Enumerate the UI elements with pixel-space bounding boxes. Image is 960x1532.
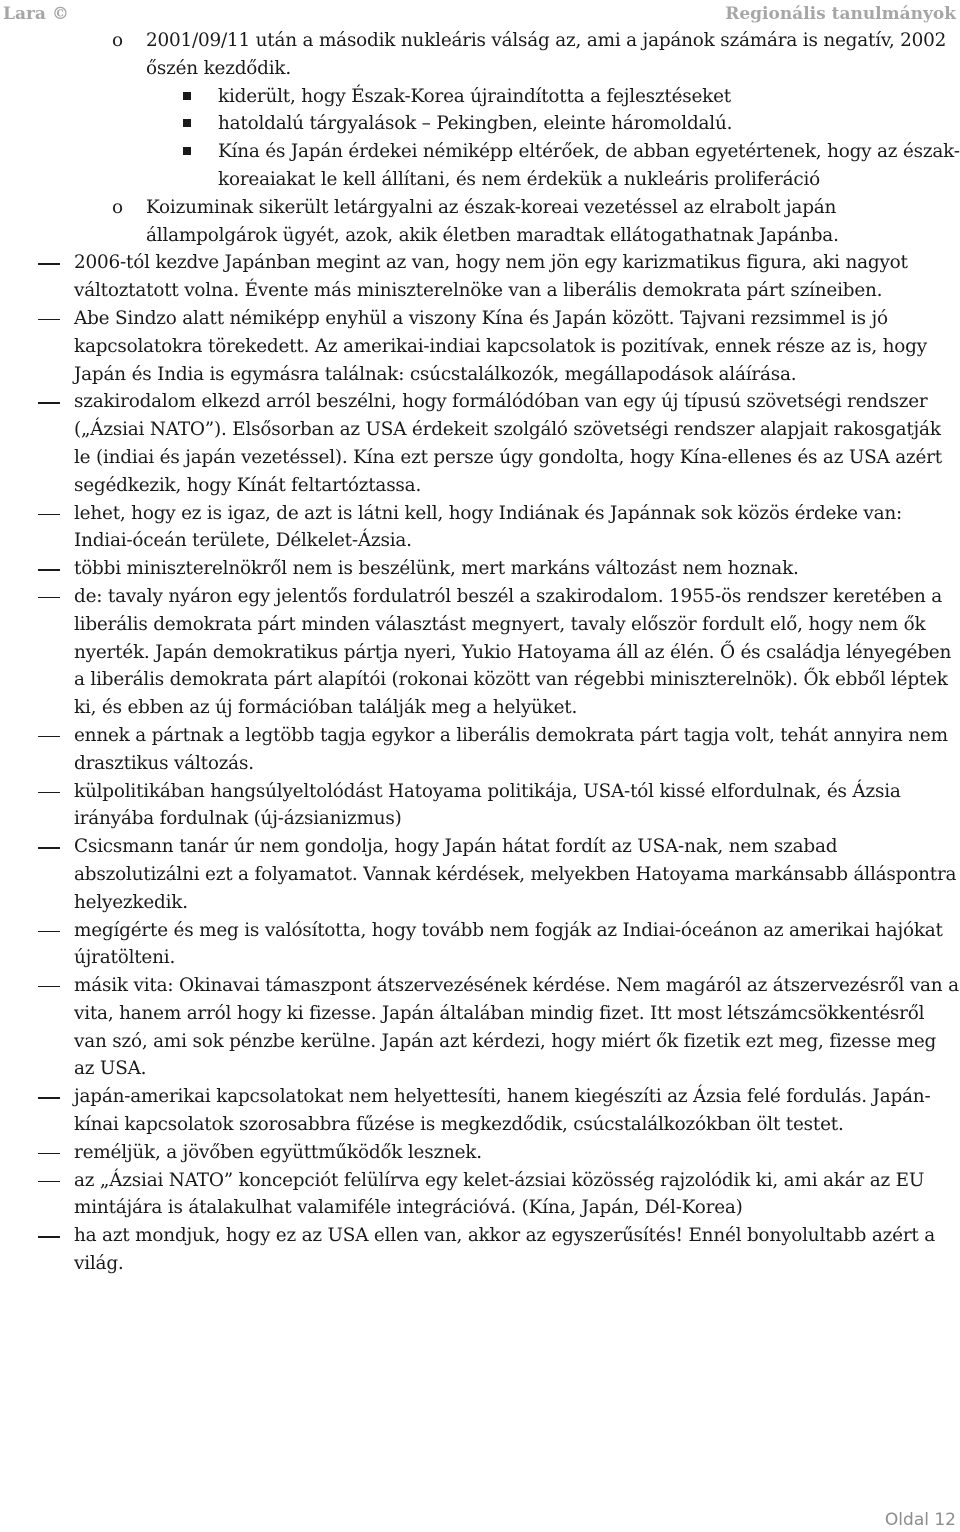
dash-bullet-icon bbox=[38, 1167, 60, 1182]
list-item bbox=[0, 555, 960, 583]
list-item-text: kiderült, hogy Észak-Korea újraindította a fejlesztéseket bbox=[218, 85, 732, 107]
list-item bbox=[0, 1083, 960, 1139]
dash-bullet-icon bbox=[38, 555, 60, 570]
list-item bbox=[0, 1139, 960, 1167]
list-item-text: Koizuminak sikerült letárgyalni az észak-koreai vezetéssel az elrabolt japán állampolgárok ügyét, azok, akik életben maradtak ellátogathatnak Japánba. bbox=[146, 196, 839, 246]
list-item bbox=[0, 249, 960, 305]
dash-bullet-icon bbox=[38, 583, 60, 598]
list-item bbox=[0, 27, 960, 83]
dash-bullet-icon bbox=[38, 833, 60, 848]
dash-bullet-icon bbox=[38, 722, 60, 737]
list-item bbox=[0, 722, 960, 778]
list-item-text: többi miniszterelnökről nem is beszélünk, mert markáns változást nem hoznak. bbox=[74, 558, 799, 580]
list-item bbox=[0, 388, 960, 499]
list-item bbox=[0, 583, 960, 722]
dash-bullet-icon bbox=[38, 249, 60, 264]
square-bullet-icon bbox=[183, 83, 191, 100]
document-body bbox=[0, 27, 960, 1278]
list-item-text: japán-amerikai kapcsolatokat nem helyettesíti, hanem kiegészíti az Ázsia felé fordulás. Japán-kínai kapcsolatok szorosabbra fűzése is megkezdődik, csúcstalálkozókban ölt testet. bbox=[74, 1086, 931, 1136]
circle-bullet-icon: o bbox=[112, 30, 123, 51]
dash-bullet-icon bbox=[38, 1222, 60, 1237]
list-item-text: Abe Sindzo alatt némiképp enyhül a viszony Kína és Japán között. Tajvani rezsimmel is jó kapcsolatokra törekedett. Az amerikai-indiai kapcsolatok is pozitívak, ennek része az is, hogy Japán és India is egymásra találnak: csúcstalálkozók, megállapodások aláírása. bbox=[74, 307, 927, 385]
dash-bullet-icon bbox=[38, 972, 60, 987]
list-item bbox=[0, 138, 960, 194]
dash-bullet-icon bbox=[38, 305, 60, 320]
list-item bbox=[0, 917, 960, 973]
list-item-text: ennek a pártnak a legtöbb tagja egykor a liberális demokrata párt tagja volt, tehát annyira nem drasztikus változás. bbox=[74, 724, 948, 774]
list-item-text: szakirodalom elkezd arról beszélni, hogy formálódóban van egy új típusú szövetségi rendszer („Ázsiai NATO”). Elsősorban az USA érdekeit szolgáló szövetségi rendszer alapjait rakosgatják le (indiai és japán vezetéssel). Kína ezt persze úgy gondolta, hogy Kína-ellenes és az USA azért segédkezik, hogy Kínát feltartóztassa. bbox=[74, 391, 942, 496]
square-bullet-icon bbox=[183, 138, 191, 155]
dash-bullet-icon bbox=[38, 388, 60, 403]
list-item-text: Csicsmann tanár úr nem gondolja, hogy Japán hátat fordít az USA-nak, nem szabad abszolutizálni ezt a folyamatot. Vannak kérdések, melyekben Hatoyama markánsabb álláspontra helyezkedik. bbox=[74, 836, 957, 913]
list-item bbox=[0, 305, 960, 388]
dash-bullet-icon bbox=[38, 778, 60, 793]
list-item bbox=[0, 83, 960, 111]
list-item-text: reméljük, a jövőben együttműködők lesznek. bbox=[74, 1141, 482, 1163]
list-item-text: 2001/09/11 után a második nukleáris válság az, ami a japánok számára is negatív, 2002 őszén kezdődik. bbox=[146, 30, 947, 79]
list-item bbox=[0, 833, 960, 916]
list-item-text: másik vita: Okinavai támaszpont átszervezésének kérdése. Nem magáról az átszervezésről van a vita, hanem arról hogy ki fizesse. Japán általában mindig fizet. Itt most létszámcsökkentésről van szó, ami sok pénzbe kerülne. Japán azt kérdezi, hogy miért ők fizetik ezt meg, fizesse meg az USA. bbox=[74, 975, 959, 1080]
page-number: Oldal 12 bbox=[884, 1510, 956, 1530]
list-item-text: ha azt mondjuk, hogy ez az USA ellen van, akkor az egyszerűsítés! Ennél bonyolultabb azért a világ. bbox=[74, 1225, 936, 1275]
dash-bullet-icon bbox=[38, 1083, 60, 1098]
list-item bbox=[0, 778, 960, 834]
list-item-text: lehet, hogy ez is igaz, de azt is látni kell, hogy Indiának és Japánnak sok közös érdeke van: Indiai-óceán területe, Délkelet-Ázsia. bbox=[74, 502, 903, 552]
square-bullet-icon bbox=[183, 110, 191, 127]
dash-bullet-icon bbox=[38, 1139, 60, 1154]
list-item-text: külpolitikában hangsúlyeltolódást Hatoyama politikája, USA-tól kissé elfordulnak, és Ázsia irányába fordulnak (új-ázsianizmus) bbox=[74, 780, 901, 830]
list-item-text: de: tavaly nyáron egy jelentős fordulatról beszél a szakirodalom. 1955-ös rendszer keretében a liberális demokrata párt minden választást megnyert, tavaly először fordult elő, hogy nem ők nyerték. Japán demokratikus pártja nyeri, Yukio Hatoyama áll az élén. Ő és családja lényegében a liberális demokrata párt alapítói (rokonai között van régebbi miniszterelnök). Ők ebből léptek ki, és ebben az új formációban találják meg a helyüket. bbox=[74, 585, 952, 719]
circle-bullet-icon: o bbox=[112, 196, 123, 218]
header-right-title: Regionális tanulmányok bbox=[725, 4, 956, 24]
list-item-text: Kína és Japán érdekei némiképp eltérőek, de abban egyetértenek, hogy az észak-koreaiakat le kell állítani, és nem érdekük a nukleáris proliferáció bbox=[218, 141, 960, 190]
dash-bullet-icon bbox=[38, 917, 60, 932]
list-item-text: hatoldalú tárgyalások – Pekingben, eleinte háromoldalú. bbox=[218, 113, 733, 135]
header-left-title: Lara © bbox=[3, 4, 69, 24]
list-item bbox=[0, 110, 960, 138]
list-item-text: megígérte és meg is valósította, hogy tovább nem fogják az Indiai-óceánon az amerikai hajókat újratölteni. bbox=[74, 919, 943, 969]
list-item bbox=[0, 972, 960, 1083]
list-item bbox=[0, 1222, 960, 1278]
list-item bbox=[0, 194, 960, 250]
list-item bbox=[0, 1167, 960, 1223]
list-item bbox=[0, 500, 960, 556]
dash-bullet-icon bbox=[38, 500, 60, 515]
list-item-text: 2006-tól kezdve Japánban megint az van, hogy nem jön egy karizmatikus figura, aki nagyot változtatott volna. Évente más miniszterelnöke van a liberális demokrata párt színeiben. bbox=[74, 252, 908, 302]
list-item-text: az „Ázsiai NATO” koncepciót felülírva egy kelet-ázsiai közösség rajzolódik ki, ami akár az EU mintájára is átalakulhat valamiféle integrációvá. (Kína, Japán, Dél-Korea) bbox=[74, 1169, 925, 1219]
